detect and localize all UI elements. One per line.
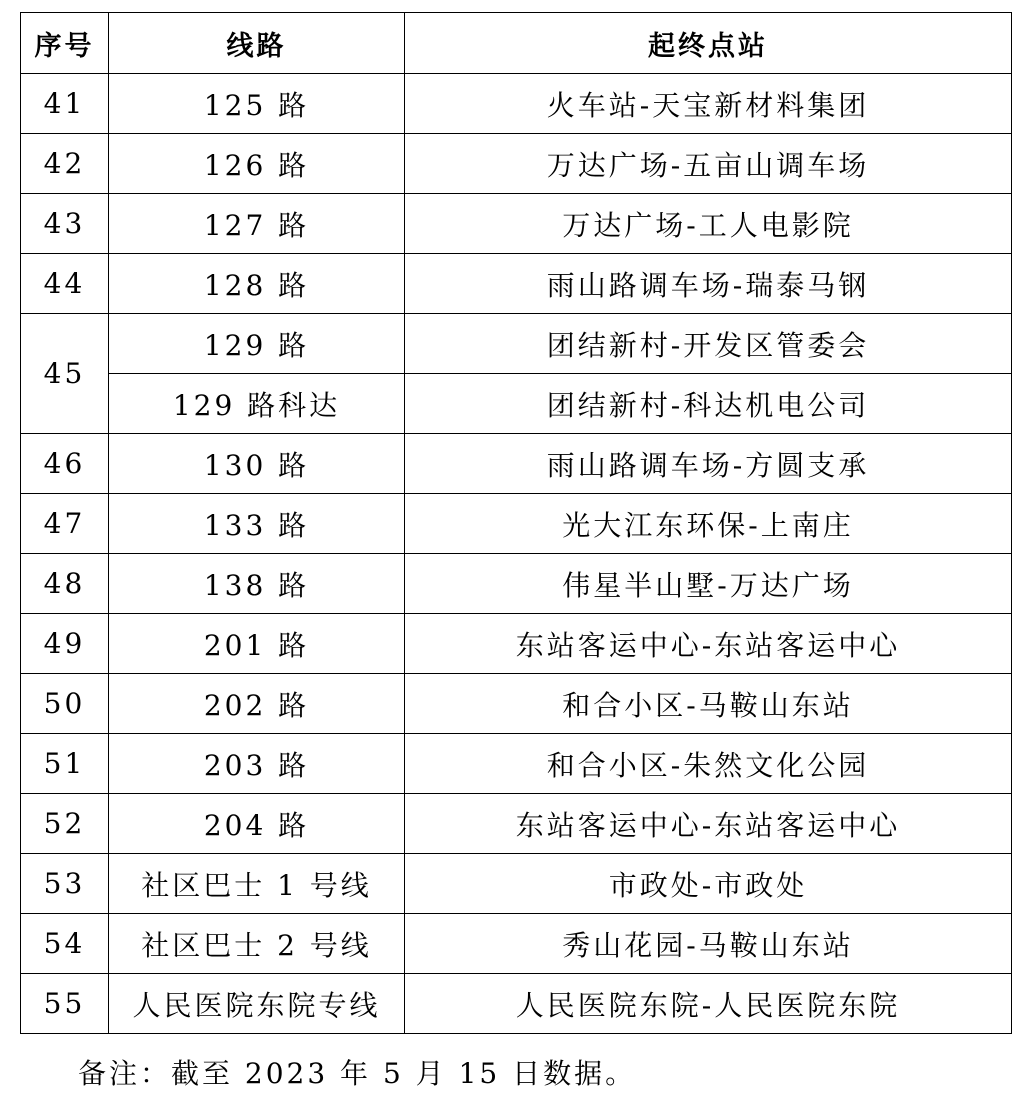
cell-stops: 雨山路调车场-瑞泰马钢 bbox=[405, 254, 1012, 314]
cell-line: 129 路科达 bbox=[109, 374, 405, 434]
table-row bbox=[21, 974, 1012, 1034]
cell-stops: 东站客运中心-东站客运中心 bbox=[405, 794, 1012, 854]
cell-stops: 火车站-天宝新材料集团 bbox=[405, 74, 1012, 134]
table-row bbox=[21, 434, 1012, 494]
cell-stops: 和合小区-马鞍山东站 bbox=[405, 674, 1012, 734]
table-row bbox=[21, 614, 1012, 674]
cell-stops: 东站客运中心-东站客运中心 bbox=[405, 614, 1012, 674]
table-row bbox=[21, 554, 1012, 614]
header-stops: 起终点站 bbox=[405, 13, 1012, 74]
header-line: 线路 bbox=[109, 13, 405, 74]
cell-seq: 44 bbox=[21, 254, 109, 314]
table-row bbox=[21, 914, 1012, 974]
table-row bbox=[21, 194, 1012, 254]
cell-line: 社区巴士 2 号线 bbox=[109, 914, 405, 974]
cell-line: 201 路 bbox=[109, 614, 405, 674]
cell-line: 204 路 bbox=[109, 794, 405, 854]
cell-stops: 人民医院东院-人民医院东院 bbox=[405, 974, 1012, 1034]
bus-route-table bbox=[20, 12, 1012, 1034]
cell-line: 128 路 bbox=[109, 254, 405, 314]
cell-stops: 伟星半山墅-万达广场 bbox=[405, 554, 1012, 614]
cell-seq: 41 bbox=[21, 74, 109, 134]
cell-seq: 42 bbox=[21, 134, 109, 194]
cell-seq: 45 bbox=[21, 314, 109, 434]
cell-seq: 55 bbox=[21, 974, 109, 1034]
cell-stops: 团结新村-开发区管委会 bbox=[405, 314, 1012, 374]
cell-seq: 53 bbox=[21, 854, 109, 914]
cell-line: 社区巴士 1 号线 bbox=[109, 854, 405, 914]
cell-line: 130 路 bbox=[109, 434, 405, 494]
cell-line: 133 路 bbox=[109, 494, 405, 554]
cell-seq: 52 bbox=[21, 794, 109, 854]
cell-stops: 和合小区-朱然文化公园 bbox=[405, 734, 1012, 794]
cell-line: 129 路 bbox=[109, 314, 405, 374]
table-row bbox=[21, 74, 1012, 134]
table-row bbox=[21, 134, 1012, 194]
cell-line: 126 路 bbox=[109, 134, 405, 194]
table-row bbox=[21, 854, 1012, 914]
cell-line: 202 路 bbox=[109, 674, 405, 734]
cell-stops: 雨山路调车场-方圆支承 bbox=[405, 434, 1012, 494]
footnote: 备注：截至 2023 年 5 月 15 日数据。 bbox=[78, 1057, 637, 1090]
cell-line: 203 路 bbox=[109, 734, 405, 794]
cell-seq: 48 bbox=[21, 554, 109, 614]
cell-line: 125 路 bbox=[109, 74, 405, 134]
header-seq: 序号 bbox=[21, 13, 109, 74]
cell-stops: 团结新村-科达机电公司 bbox=[405, 374, 1012, 434]
cell-stops: 万达广场-工人电影院 bbox=[405, 194, 1012, 254]
table-row bbox=[21, 314, 1012, 374]
cell-line: 人民医院东院专线 bbox=[109, 974, 405, 1034]
cell-seq: 46 bbox=[21, 434, 109, 494]
cell-stops: 万达广场-五亩山调车场 bbox=[405, 134, 1012, 194]
table-row bbox=[21, 374, 1012, 434]
cell-stops: 秀山花园-马鞍山东站 bbox=[405, 914, 1012, 974]
table-row bbox=[21, 734, 1012, 794]
cell-stops: 光大江东环保-上南庄 bbox=[405, 494, 1012, 554]
cell-seq: 54 bbox=[21, 914, 109, 974]
table-row bbox=[21, 254, 1012, 314]
cell-seq: 51 bbox=[21, 734, 109, 794]
cell-stops: 市政处-市政处 bbox=[405, 854, 1012, 914]
cell-seq: 49 bbox=[21, 614, 109, 674]
table-row bbox=[21, 674, 1012, 734]
cell-seq: 43 bbox=[21, 194, 109, 254]
cell-line: 127 路 bbox=[109, 194, 405, 254]
table-row bbox=[21, 494, 1012, 554]
cell-seq: 50 bbox=[21, 674, 109, 734]
cell-seq: 47 bbox=[21, 494, 109, 554]
table-row bbox=[21, 794, 1012, 854]
table-header-row bbox=[21, 13, 1012, 74]
cell-line: 138 路 bbox=[109, 554, 405, 614]
